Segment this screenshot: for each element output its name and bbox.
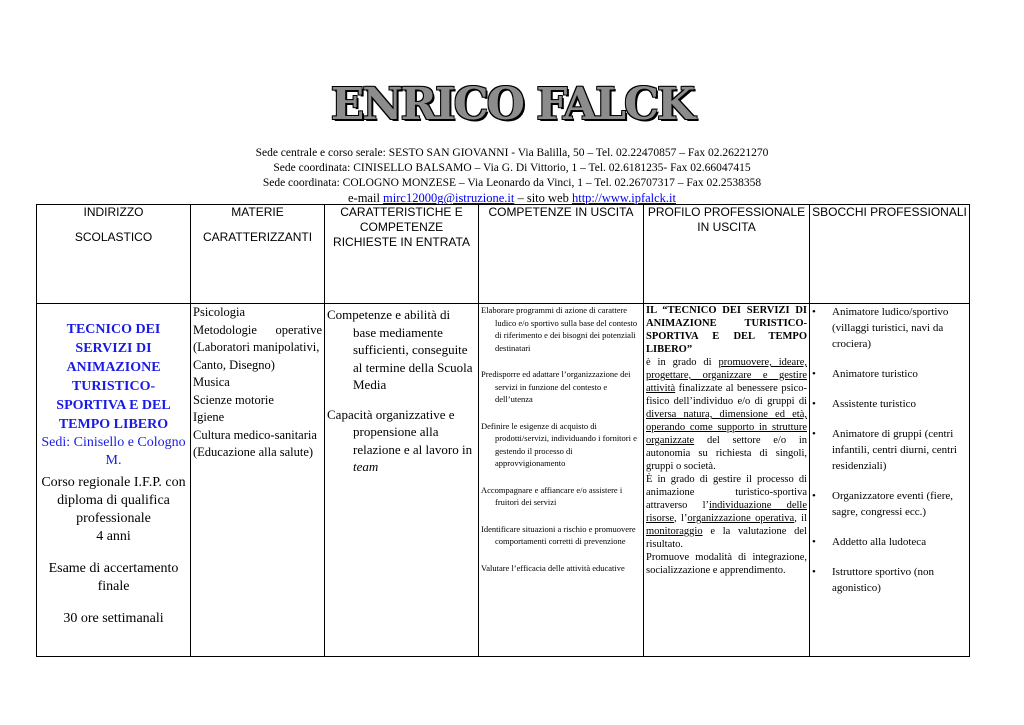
entrata-item-2-team: team	[353, 459, 379, 474]
indirizzo-cell	[37, 304, 191, 657]
course-table	[36, 204, 970, 657]
profilo-cell	[644, 304, 810, 657]
web-prefix: – sito web	[514, 191, 572, 205]
sbocco-item: • Addetto alla ludoteca	[832, 534, 967, 550]
profilo-paragraph-3: Promuove modalità di integrazione, socializzazione e apprendimento.	[646, 552, 807, 576]
profilo-text: e la valutazione del risultato.	[646, 526, 807, 550]
website-link[interactable]: http://www.ipfalck.it	[571, 191, 677, 205]
profilo-paragraph-1	[646, 356, 807, 473]
header-uscita: COMPETENZE IN USCITA	[479, 205, 644, 304]
profilo-underlined: promuovere, ideare, progettare, organizzare e gestire attività	[646, 357, 807, 394]
table-header-row	[37, 205, 970, 304]
profilo-title: IL “TECNICO DEI SERVIZI DI ANIMAZIONE TURISTICO-SPORTIVA E DEL TEMPO LIBERO”	[646, 305, 807, 355]
materia-item: (Laboratori manipolativi,	[193, 340, 320, 354]
uscita-item: Identificare situazioni a rischio e promuovere comportamenti corretti di prevenzione	[481, 523, 636, 546]
entrata-item-2	[327, 406, 476, 476]
profilo-underlined: monitoraggio	[646, 526, 703, 537]
entrata-item-2-text: Capacità organizzative e propensione alla relazione e al lavoro in	[327, 406, 473, 457]
uscita-item: Accompagnare e affiancare e/o assistere i fruitori dei servizi	[481, 484, 623, 507]
profilo-text: è in grado di	[646, 357, 719, 368]
header-indirizzo	[37, 205, 191, 304]
materia-item: Scienze motorie	[193, 392, 274, 407]
course-exam: Esame di accertamento finale	[48, 561, 179, 594]
course-duration: 4 anni	[96, 529, 131, 544]
materia-item: Psicologia	[193, 305, 246, 319]
uscita-item: Definire le esigenze di acquisto di prodotti/servizi, individuando i fornitori e gestendo il processo di approvvigionamento	[481, 420, 637, 468]
course-type: Corso regionale I.F.P. con diploma di qualifica professionale	[41, 475, 186, 526]
header-materie-line1: MATERIE	[231, 205, 284, 219]
materia-item: Igiene	[193, 410, 225, 424]
header-sbocchi: SBOCCHI PROFESSIONALI	[810, 205, 970, 304]
sbocco-item: • Animatore turistico	[832, 366, 967, 382]
profilo-underlined: organizzazione operativa	[687, 513, 795, 524]
sbocco-item: • Assistente turistico	[832, 396, 967, 412]
email-link[interactable]: mirc12000g@istruzione.it	[383, 191, 515, 205]
header-materie	[191, 205, 325, 304]
materia-item: Canto, Disegno)	[193, 357, 275, 372]
school-contacts	[0, 146, 1024, 206]
entrata-cell	[325, 304, 479, 657]
header-indirizzo-line2: SCOLASTICO	[74, 230, 153, 244]
header-line-cologno: Sede coordinata: COLOGNO MONZESE – Via Leonardo da Vinci, 1 – Tel. 02.26707317 – Fax 02.2538358	[262, 177, 762, 189]
profilo-underlined: diversa natura, dimensione ed età, operando come supporto in strutture organizzate	[646, 409, 807, 446]
materie-cell	[191, 304, 325, 657]
header-materie-line2: CARATTERIZZANTI	[202, 230, 313, 244]
uscita-item: Elaborare programmi di azione di carattere ludico e/o sportivo sulla base del contesto di riferimento e dei bisogni dei potenziali destinatari	[481, 305, 638, 353]
profilo-text: del settore e/o in autonomia su richiesta di singoli, gruppi o società.	[646, 435, 807, 472]
profilo-underlined: individuazione delle risorse	[646, 500, 807, 524]
profilo-text: , il	[794, 513, 808, 524]
email-prefix: e-mail	[347, 191, 384, 205]
profilo-text: , l’	[674, 513, 688, 524]
header-line-main: Sede centrale e corso serale: SESTO SAN GIOVANNI - Via Balilla, 50 – Tel. 02.22470857 – Fax 02.26221270	[255, 147, 769, 159]
materia-item: Cultura medico-sanitaria	[193, 427, 317, 442]
course-name: TECNICO DEI SERVIZI DI ANIMAZIONE TURISTICO-SPORTIVA E DEL TEMPO LIBERO	[56, 322, 171, 432]
entrata-item-1: Competenze e abilità di base mediamente sufficienti, conseguite al termine della Scuola Media	[327, 307, 473, 392]
header-line-cinisello: Sede coordinata: CINISELLO BALSAMO – Via G. Di Vittorio, 1 – Tel. 02.6181235- Fax 02.66047415	[273, 162, 751, 174]
uscita-cell	[479, 304, 644, 657]
course-hours: 30 ore settimanali	[63, 611, 164, 626]
course-row	[37, 304, 970, 657]
sbocchi-cell	[810, 304, 970, 657]
materia-item: Musica	[193, 375, 230, 389]
profilo-text: finalizzate al benessere psico-fisico dell’individuo e/o di gruppi di	[646, 383, 807, 407]
sbocco-item: • Istruttore sportivo (non agonistico)	[832, 564, 967, 596]
school-title: ENRICO FALCK	[330, 79, 694, 130]
uscita-item: Predisporre ed adattare l’organizzazione dei servizi in funzione del contesto e dell’utenza	[481, 369, 631, 404]
profilo-text: È in grado di gestire il processo di animazione turistico-sportiva attraverso l’	[646, 474, 807, 511]
materia-item: (Educazione alla salute)	[193, 445, 314, 459]
sbocco-item: • Animatore di gruppi (centri infantili, centri diurni, centri residenziali)	[832, 426, 967, 474]
header-indirizzo-line1: INDIRIZZO	[83, 205, 144, 219]
sbocco-item: • Organizzatore eventi (fiere, sagre, congressi ecc.)	[832, 488, 967, 520]
sbocchi-list	[810, 304, 967, 596]
profilo-paragraph-2	[646, 473, 807, 551]
course-sedi: Sedi: Cinisello e Cologno M.	[41, 435, 186, 468]
materia-item: Metodologie operative	[193, 322, 322, 337]
header-entrata: CARATTERISTICHE E COMPETENZE RICHIESTE IN ENTRATA	[325, 205, 479, 304]
sbocco-item: • Animatore ludico/sportivo (villaggi turistici, navi da crociera)	[832, 304, 967, 352]
header-profilo: PROFILO PROFESSIONALE IN USCITA	[644, 205, 810, 304]
uscita-item: Valutare l’efficacia delle attività educative	[481, 562, 625, 573]
